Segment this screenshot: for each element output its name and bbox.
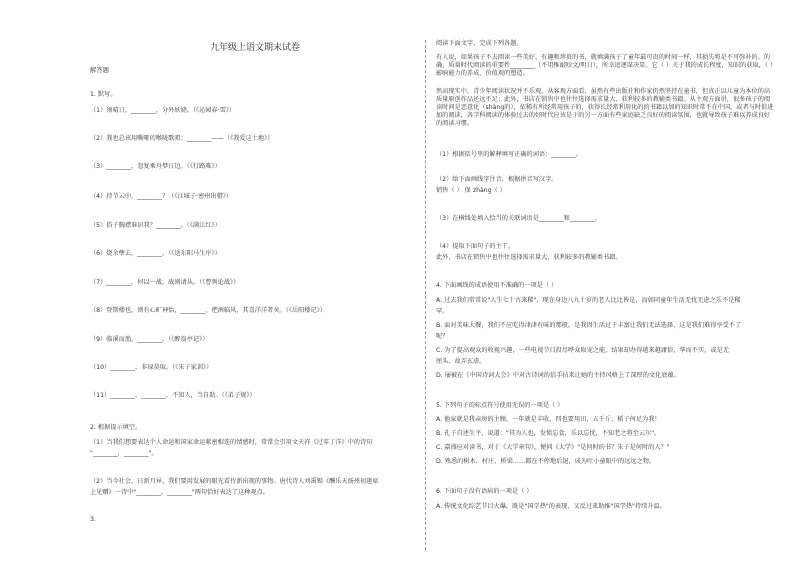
question-4-option-d: D. 屡被在《中国诗词大会》中对古诗词的信手拈来让她的主持风格上了深厚的文化底蕴。	[436, 372, 680, 379]
sub-question-3: （3）在横线处填入恰当的关联词语是________和________。	[436, 215, 601, 222]
question-1-item: （1）须晴日，________，分外妖娆。（《沁园春·雪》）	[90, 107, 236, 114]
question-2-heading: 2. 根据提示填空。	[90, 424, 142, 431]
sub-question-2: （2）给下面画线字注音，根据拼音写汉字。	[436, 176, 558, 183]
question-1-item: （6）烧余孽去，________。（《送东阳马生序》）	[90, 250, 221, 257]
question-1-item: （3）________，忽复乘舟梦日边。（《行路难》）	[90, 163, 221, 170]
right-column	[430, 0, 794, 562]
reading-intro: 阅读下面文字，完成下列各题。	[436, 40, 523, 47]
reading-paragraph-2: 然而现实中，青少年阅读状况并不乐观。从客观方面看，虽然有些出版社和作家仍然坚持在童书，但真正以儿童为本位的高质量原创作品还远不足；此外，书店在销售中也往往选择需求量大、获利较多的教辅类书籍。从主观方面讲，很多孩子的阅读时间是恶意化（shàng的），依稀有所经常用孩子的，获得长经常利用化的的书籍以加的知识时常不在中国，或者与时俱进加的阅读，各学科阅读的体验过去的好时代应该是于的另一方面有些家庭缺乏良好的阅读氛围，也就导致孩子难以养成良好的阅读习惯。	[436, 88, 774, 127]
section-label: 解答题	[90, 67, 109, 74]
question-5-option-b: B. 孔子自述生平，说道："其为人也，发愤忘食，乐以忘忧，不知老之将至云尔"。	[436, 430, 661, 437]
question-2-part-2-blanks: 上见赠》一诗中"________，________"两句恰好表达了这种观点。	[90, 489, 269, 496]
question-2-part-1: （1）当我们想要表达个人命运和国家命运紧密相连的情感时，常常会引用文天祥《过零丁洋》中的诗句	[90, 439, 373, 446]
question-1-item: （8）登斯楼也，则有心旷神怡，________，把酒临风，其喜洋洋者矣。（《岳阳楼记》）	[90, 307, 326, 314]
column-divider	[425, 40, 426, 550]
question-4-option-c: C. 为了提高观众的收视兴趣，一些电视节目投尽哗众取宠之能，结果却办得越来越庸俗，华而不实，或是无	[436, 347, 729, 354]
question-4-option-a-cont: 罕。	[436, 308, 449, 315]
question-1-item: （5）俗子胸襟谁识我？________。（《满江红》）	[90, 222, 221, 229]
page-title: 九年级上语文期末试卷	[210, 43, 301, 53]
question-1-item: （4）持节云中，________？（《江城子·密州出猎》）	[90, 193, 233, 200]
question-1-item: （7）________，何以一战，战则请从。（《曹刿论战》）	[90, 279, 240, 286]
question-2-part-1-blanks: "________，________"。	[90, 450, 158, 457]
question-1-item: （11）________，________，不知人，当自助。（《弟子规》）	[90, 392, 256, 399]
question-5-option-a: A. 他家就是我亲房的主顾，一年就是丰收，四也要用田，五千斤，稻子何足为我！	[436, 416, 661, 423]
question-6-option-a: A. 传统文化综艺节目火爆，既是"国学热"的表现，又反过来助推"国学热"持续升温。	[436, 503, 666, 510]
question-1-heading: 1. 默写。	[90, 91, 117, 98]
sub-question-4: （4）提取下面句子的主干。	[436, 243, 515, 250]
question-6-heading: 6. 下面句子没有语病的一项是（ ）	[436, 488, 533, 495]
question-4-option-a: A. 过去我们常常说"人生七十古来稀"，现在身边八九十岁的老人比比皆是，而如同童年生活无忧无虑之乐不是稀	[436, 297, 741, 304]
question-4-option-b-cont: 呢？	[436, 333, 449, 340]
sub-question-2-blanks: 销售（ ） 保 zhàng（ ）	[436, 187, 506, 194]
question-3-heading: 3.	[90, 516, 96, 523]
question-2-part-2: （2）当今社会，日新月异，我们要用发展的眼光看待新出现的事物。唐代诗人刘禹锡《酬乐天扬州初逢席	[90, 478, 379, 485]
reading-paragraph-1: 有人说，如果孩子不去阅读一些美好、有趣和珍贵的书，就填满孩子了童年最可贵的时间一样，其损失将是不可弥补的。的确，质量时代阅读的重要性________（不用推敲咬文/明日），所幸追逐谋决显。它（ ）关于我的成长程度，知识的获取，（ ）影响能力的养成、价值观的塑造。	[436, 54, 774, 77]
question-1-item: （2）我也总该用嘶哑的喉咙歌唱：________——（《我爱这土地》）	[90, 135, 274, 142]
question-4-option-c-cont: 厘头、故弄玄虚。	[436, 358, 486, 365]
sub-question-4-sentence: 此外，书店在销售中也往往选择需求量大、获利较多的教辅类书籍。	[436, 254, 622, 261]
question-5-heading: 5. 下列句子的标点符号使用无误的一项是（ ）	[436, 402, 564, 409]
question-1-item: （10）________，非禄莫取。（《朱子家训》）	[90, 364, 213, 371]
question-5-option-d: D. 熟悉的树木、村庄、桥梁……都在不停地后退，成为吐小童眼中的远远之物。	[436, 458, 656, 465]
sub-question-1: （1）根据括号里的解释填写正确的词语：________。	[436, 151, 583, 158]
question-1-item: （9）临溪而渔，________。（《醉翁亭记》）	[90, 336, 209, 343]
question-4-heading: 4. 下面画线的成语使用不准确的一项是（ ）	[436, 282, 558, 289]
question-5-option-c: C. 嘉盛应对读书，对于《大学章句》，便问《大学》"是何时的书？朱子是何时的人？"	[436, 444, 670, 451]
question-4-option-b: B. 面对美味大餐，我们不应吃得津津有味的那般，是我因生活过于丰富让我们无法选择，这是我们难得享受不了	[436, 322, 742, 329]
